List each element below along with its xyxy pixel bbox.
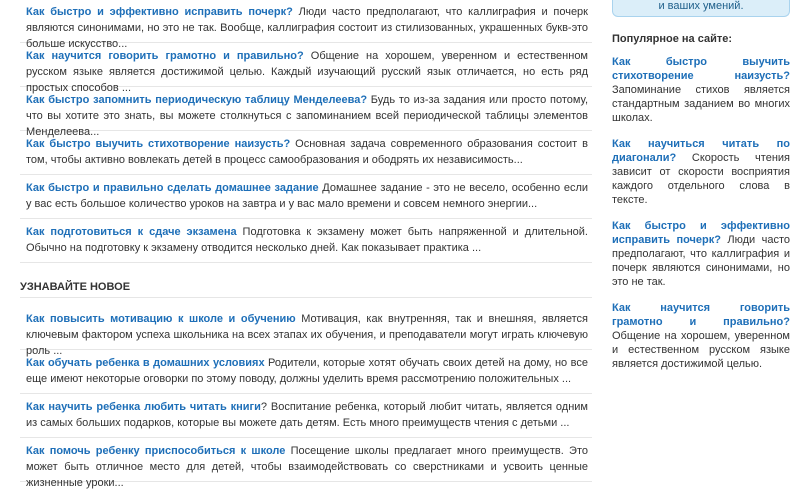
popular-item — [612, 219, 790, 291]
info-box-text: и ваших умений. — [658, 0, 744, 12]
article-snippet: Домашнее задание - это не весело, особенно если у вас есть большое количество уроков на завтра и у вас мало времени и совсем немного энергии... — [26, 182, 589, 210]
popular-link[interactable]: Как научиться читать по диагонали? — [612, 138, 790, 164]
popular-link[interactable]: Как научится говорить грамотно и правильно? — [612, 302, 790, 328]
list-item — [20, 43, 592, 94]
info-box — [612, 0, 790, 17]
article-link[interactable]: Как быстро запомнить периодическую таблицу Менделеева? — [26, 94, 368, 106]
article-snippet: Будь то из-за задания или просто потому, что вы хотите это знать, вы можете столкнуться с запоминанием всей периодической таблицы элементов Менделеева... — [26, 94, 588, 138]
list-item — [20, 306, 592, 357]
article-link[interactable]: Как быстро и эффективно исправить почерк? — [26, 6, 293, 18]
popular-snippet: Скорость чтения зависит от скорости восприятия каждого отдельного слова в тексте. — [612, 152, 790, 206]
article-snippet: Люди часто предполагают, что каллиграфия и почерк являются синонимами, но это не так. Вообще, каллиграфия состоит из стилизованных, украшенных букв-это больше искусство... — [26, 6, 588, 50]
top-articles-list — [20, 0, 592, 263]
popular-link[interactable]: Как быстро и эффективно исправить почерк? — [612, 220, 790, 246]
article-link[interactable]: Как повысить мотивацию к школе и обучению — [26, 313, 296, 325]
main-content — [20, 0, 592, 489]
popular-item — [612, 55, 790, 127]
new-articles-list — [20, 306, 592, 489]
list-item — [20, 219, 592, 263]
popular-list — [612, 55, 790, 373]
article-link[interactable]: Как быстро и правильно сделать домашнее задание — [26, 182, 319, 194]
popular-snippet: Общение на хорошем, уверенном и естественном русском языке является достижимой целью. — [612, 330, 790, 370]
article-link[interactable]: Как обучать ребенка в домашних условиях — [26, 357, 265, 369]
sidebar — [612, 0, 790, 383]
list-item — [20, 175, 592, 219]
article-snippet: Родители, которые хотят обучать своих детей на дому, но все еще имеют некоторые оговорки по этому поводу, должны уделить время рассмотрению положительных ... — [26, 357, 588, 385]
list-item — [20, 87, 592, 138]
list-item — [20, 0, 592, 50]
popular-link[interactable]: Как быстро выучить стихотворение наизусть? — [612, 56, 790, 82]
article-snippet: Посещение школы предлагает много преимуществ. Это может быть отличное место для детей, чтобы взаимодействовать со сверстниками и усвоить ценные жизненные уроки... — [26, 445, 588, 489]
article-snippet: Общение на хорошем, уверенном и естественном русском языке является достижимой целью. Каждый изучающий русский язык отличается, но есть ряд простых способов ... — [26, 50, 588, 94]
popular-item — [612, 301, 790, 373]
article-link[interactable]: Как научится говорить грамотно и правильно? — [26, 50, 304, 62]
article-snippet: Основная задача современного образования состоит в том, чтобы активно вовлекать детей в процесс самообразования и ободрять их независимость... — [26, 138, 588, 166]
popular-snippet: Запоминание стихов является стандартным заданием во многих школах. — [612, 84, 790, 124]
article-snippet: ? Воспитание ребенка, который любит читать, является одним из самых больших подарков, которые вы можете дать детям. Есть много преимуществ чтения с детьми ... — [26, 401, 588, 429]
article-snippet: Подготовка к экзамену может быть напряженной и длительной. Обычно на подготовку к экзамену отводится несколько дней. Как показывает практика ... — [26, 226, 588, 254]
article-snippet: Мотивация, как внутренняя, так и внешняя, является ключевым фактором успеха школьника на всех этапах их обучения, и преподаватели могут играть ключевую роль ... — [26, 313, 588, 357]
popular-item — [612, 137, 790, 209]
article-link[interactable]: Как подготовиться к сдаче экзамена — [26, 226, 237, 238]
article-link[interactable]: Как научить ребенка любить читать книги — [26, 401, 261, 413]
section-heading: УЗНАВАЙТЕ НОВОЕ — [20, 281, 592, 298]
popular-heading: Популярное на сайте: — [612, 33, 733, 45]
article-link[interactable]: Как помочь ребенку приспособиться к школе — [26, 445, 286, 457]
list-item — [20, 394, 592, 438]
list-item — [20, 131, 592, 175]
article-link[interactable]: Как быстро выучить стихотворение наизусть? — [26, 138, 291, 150]
popular-snippet: Люди часто предполагают, что каллиграфия и почерк являются синонимами, но это не так. — [612, 234, 790, 288]
list-item — [20, 350, 592, 394]
list-item — [20, 438, 592, 489]
